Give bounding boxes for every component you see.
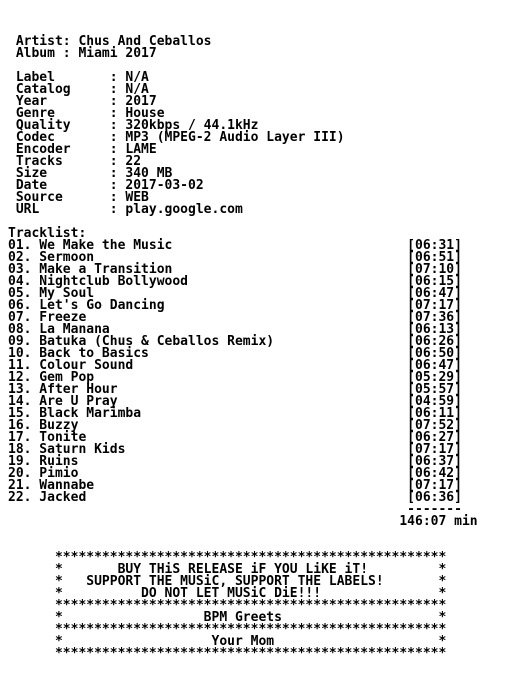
artist-line: Artist: Chus And Ceballos [8, 34, 212, 49]
info-quality: Quality : 320kbps / 44.1kHz [8, 118, 259, 133]
track-row: 02. Sermoon [06:51] [8, 250, 462, 265]
greets-box-line: * SUPPORT THE MUSiC, SUPPORT THE LABELS! * [8, 574, 447, 589]
total-duration: 146:07 min [8, 514, 478, 529]
info-codec: Codec : MP3 (MPEG-2 Audio Layer III) [8, 130, 345, 145]
info-source: Source : WEB [8, 190, 149, 205]
info-encoder: Encoder : LAME [8, 142, 157, 157]
greets-box-border: ************************************************** [8, 622, 447, 637]
greets-box-line: * DO NOT LET MUSiC DiE!!! * [8, 586, 447, 601]
album-line: Album : Miami 2017 [8, 46, 157, 61]
track-row: 22. Jacked [06:36] [8, 490, 462, 505]
info-url: URL : play.google.com [8, 202, 243, 217]
track-row: 09. Batuka (Chus & Ceballos Remix) [06:26] [8, 334, 462, 349]
spacer [8, 528, 478, 540]
track-row: 21. Wannabe [07:17] [8, 478, 462, 493]
track-row: 18. Saturn Kids [07:17] [8, 442, 462, 457]
greets-box-line: * Your Mom * [8, 634, 447, 649]
track-row: 13. After Hour [05:57] [8, 382, 462, 397]
track-row: 16. Buzzy [07:52] [8, 418, 462, 433]
track-row: 05. My Soul [06:47] [8, 286, 462, 301]
total-rule: ------- [8, 502, 462, 517]
nfo-text-document [8, 36, 478, 660]
track-row: 14. Are U Pray [04:59] [8, 394, 462, 409]
greets-box-border: ************************************************** [8, 598, 447, 613]
tracklist-heading: Tracklist: [8, 226, 87, 241]
info-date: Date : 2017-03-02 [8, 178, 204, 193]
track-row: 11. Colour Sound [06:47] [8, 358, 462, 373]
track-row: 19. Ruins [06:37] [8, 454, 462, 469]
info-catalog: Catalog : N/A [8, 82, 149, 97]
track-row: 06. Let's Go Dancing [07:17] [8, 298, 462, 313]
info-label: Label : N/A [8, 70, 149, 85]
greets-box-border: ************************************************** [8, 550, 447, 565]
track-row: 15. Black Marimba [06:11] [8, 406, 462, 421]
track-row: 10. Back to Basics [06:50] [8, 346, 462, 361]
track-row: 17. Tonite [06:27] [8, 430, 462, 445]
info-year: Year : 2017 [8, 94, 157, 109]
track-row: 08. La Manana [06:13] [8, 322, 462, 337]
greets-box-line: * BPM Greets * [8, 610, 447, 625]
track-row: 12. Gem Pop [05:29] [8, 370, 462, 385]
info-size: Size : 340 MB [8, 166, 173, 181]
info-genre: Genre : House [8, 106, 165, 121]
track-row: 07. Freeze [07:36] [8, 310, 462, 325]
track-row: 04. Nightclub Bollywood [06:15] [8, 274, 462, 289]
track-row: 03. Make a Transition [07:10] [8, 262, 462, 277]
track-row: 20. Pimio [06:42] [8, 466, 462, 481]
greets-box-line: * BUY THiS RELEASE iF YOU LiKE iT! * [8, 562, 447, 577]
info-tracks: Tracks : 22 [8, 154, 142, 169]
track-row: 01. We Make the Music [06:31] [8, 238, 462, 253]
greets-box-border: ************************************************** [8, 646, 447, 661]
